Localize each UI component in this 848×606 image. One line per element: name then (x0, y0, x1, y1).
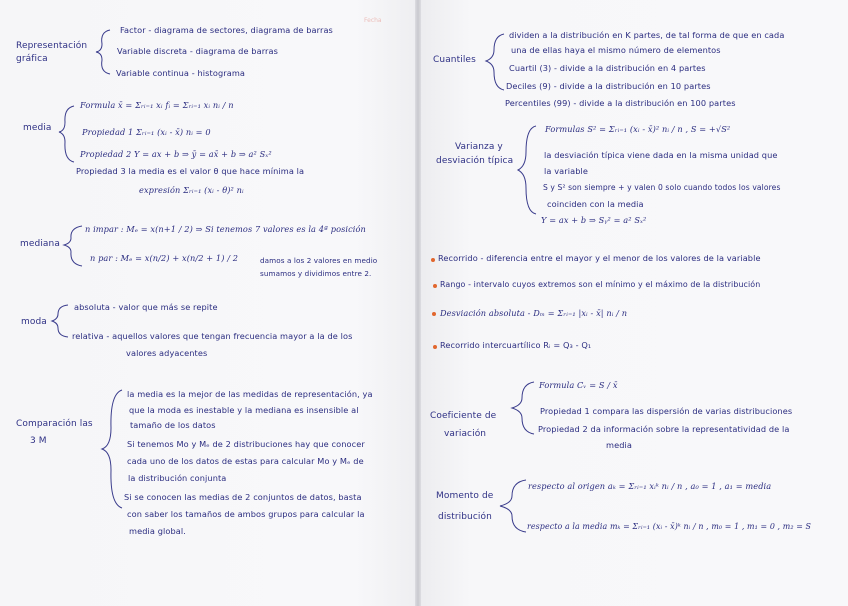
comparacion-heading-line2: 3 M (30, 436, 47, 446)
momento-heading-line2: distribución (438, 512, 492, 522)
representacion-item-1: Factor - diagrama de sectores, diagrama de barras (120, 25, 333, 35)
bullet-desviacion-dot (432, 312, 436, 316)
comparacion-line-5: cada uno de los datos de estas para calcular Mo y Mₑ de (127, 456, 364, 466)
comparacion-line-8: con saber los tamaños de ambos grupos para calcular la (127, 509, 365, 519)
momento-brace (498, 478, 528, 534)
comparacion-line-2: que la moda es inestable y la mediana es insensible al (129, 405, 359, 415)
comparacion-brace (100, 388, 124, 510)
coeficiente-propiedad-2-line1: Propiedad 2 da información sobre la representatividad de la (538, 424, 790, 434)
media-propiedad-3-line2: expresión Σᵣᵢ₌₁ (xᵢ - θ)² nᵢ (139, 185, 244, 195)
date-stamp: Fecha (364, 17, 382, 24)
cuantiles-heading: Cuantiles (433, 55, 476, 65)
mediana-par: n par : Mₑ = x(n/2) + x(n/2 + 1) / 2 (90, 253, 239, 263)
media-formula: Formula x̄ = Σᵣᵢ₌₁ xᵢ fᵢ = Σᵣᵢ₌₁ xᵢ nᵢ / n (80, 100, 234, 110)
varianza-line-4: coinciden con la media (547, 199, 644, 209)
cuantiles-line-1: dividen a la distribución en K partes, de tal forma de que en cada (509, 30, 785, 40)
mediana-par-note-2: sumamos y dividimos entre 2. (260, 269, 372, 278)
bullet-recorrido: Recorrido - diferencia entre el mayor y el menor de los valores de la variable (438, 253, 761, 263)
mediana-heading: mediana (20, 239, 60, 249)
cuantiles-line-2: una de ellas haya el mismo número de elementos (511, 45, 721, 55)
bullet-rango-dot (433, 284, 437, 288)
varianza-heading-line1: Varianza y (455, 142, 503, 152)
momento-origen: respecto al origen aₖ = Σᵣᵢ₌₁ xᵢᵏ nᵢ / n , a₀ = 1 , a₁ = media (528, 481, 772, 491)
coeficiente-brace (510, 380, 536, 436)
media-propiedad-3-line1: Propiedad 3 la media es el valor θ que hace mínima la (76, 166, 305, 176)
moda-brace (50, 303, 70, 339)
comparacion-heading-line1: Comparación las (16, 419, 93, 429)
comparacion-line-7: Si se conocen las medias de 2 conjuntos de datos, basta (124, 492, 362, 502)
coeficiente-formula: Formula Cᵥ = S / x̄ (539, 380, 618, 390)
varianza-line-2: la variable (544, 166, 589, 176)
cuantiles-brace (484, 32, 506, 92)
varianza-line-3: S y S² son siempre + y valen 0 solo cuando todos los valores (543, 183, 781, 192)
momento-media: respecto a la media mₖ = Σᵣᵢ₌₁ (xᵢ - x̄)ᵏ nᵢ / n , m₀ = 1 , m₁ = 0 , m₂ = S (527, 522, 812, 531)
comparacion-line-3: tamaño de los datos (130, 420, 216, 430)
media-propiedad-1: Propiedad 1 Σᵣᵢ₌₁ (xᵢ - x̄) nᵢ = 0 (82, 127, 211, 137)
media-propiedad-2: Propiedad 2 Y = ax + b ⇒ ȳ = ax̄ + b ⇒ a² Sₓ² (80, 149, 272, 159)
momento-heading-line1: Momento de (436, 491, 494, 501)
bullet-desviacion-absoluta: Desviación absoluta - Dₘ = Σᵣᵢ₌₁ |xᵢ - x̄| nᵢ / n (440, 308, 628, 318)
cuantiles-line-4: Deciles (9) - divide a la distribución en 10 partes (506, 81, 711, 91)
coeficiente-propiedad-2-line2: media (606, 440, 633, 450)
representacion-item-3: Variable continua - histograma (116, 68, 246, 78)
varianza-brace (516, 124, 538, 216)
comparacion-line-9: media global. (129, 526, 186, 536)
moda-relativa-line2: valores adyacentes (126, 348, 208, 358)
coeficiente-heading-line2: variación (444, 429, 487, 439)
notebook-spine (415, 0, 421, 606)
moda-heading: moda (21, 317, 47, 327)
coeficiente-heading-line1: Coeficiente de (430, 411, 497, 421)
coeficiente-propiedad-1: Propiedad 1 compara las dispersión de varias distribuciones (540, 406, 793, 416)
bullet-recorrido-intercuartilico: Recorrido intercuartílico Rᵢ = Q₃ - Q₁ (440, 340, 592, 350)
mediana-brace (62, 224, 84, 268)
representacion-item-2: Variable discreta - diagrama de barras (117, 46, 278, 56)
varianza-formula: Formulas S² = Σᵣᵢ₌₁ (xᵢ - x̄)² nᵢ / n , S = +√S² (545, 124, 731, 134)
comparacion-line-6: la distribución conjunta (128, 473, 227, 483)
moda-absoluta: absoluta - valor que más se repite (74, 302, 218, 312)
media-heading: media (23, 123, 52, 133)
bullet-intercuartilico-dot (433, 345, 437, 349)
cuantiles-line-5: Percentiles (99) - divide a la distribución en 100 partes (505, 98, 736, 108)
varianza-heading-line2: desviación típica (436, 156, 514, 166)
varianza-line-5: Y = ax + b ⇒ Sᵧ² = a² Sₓ² (541, 215, 647, 225)
representacion-heading-text: Representación gráfica (16, 41, 88, 65)
comparacion-line-4: Si tenemos Mo y Mₑ de 2 distribuciones hay que conocer (127, 439, 365, 449)
bullet-rango: Rango - intervalo cuyos extremos son el mínimo y el máximo de la distribución (440, 280, 761, 289)
representacion-heading (16, 40, 90, 66)
cuantiles-line-3: Cuartil (3) - divide a la distribución en 4 partes (509, 63, 706, 73)
mediana-par-note-1: damos a los 2 valores en medio (260, 256, 378, 265)
bullet-recorrido-dot (431, 258, 435, 262)
comparacion-line-1: la media es la mejor de las medidas de representación, ya (127, 389, 373, 399)
varianza-line-1: la desviación típica viene dada en la misma unidad que (544, 150, 778, 160)
representacion-brace (94, 28, 114, 78)
mediana-impar: n impar : Mₑ = x(n+1 / 2) ⇒ Si tenemos 7 valores es la 4ª posición (85, 224, 366, 234)
moda-relativa-line1: relativa - aquellos valores que tengan frecuencia mayor a la de los (72, 331, 353, 341)
media-brace (58, 104, 76, 164)
